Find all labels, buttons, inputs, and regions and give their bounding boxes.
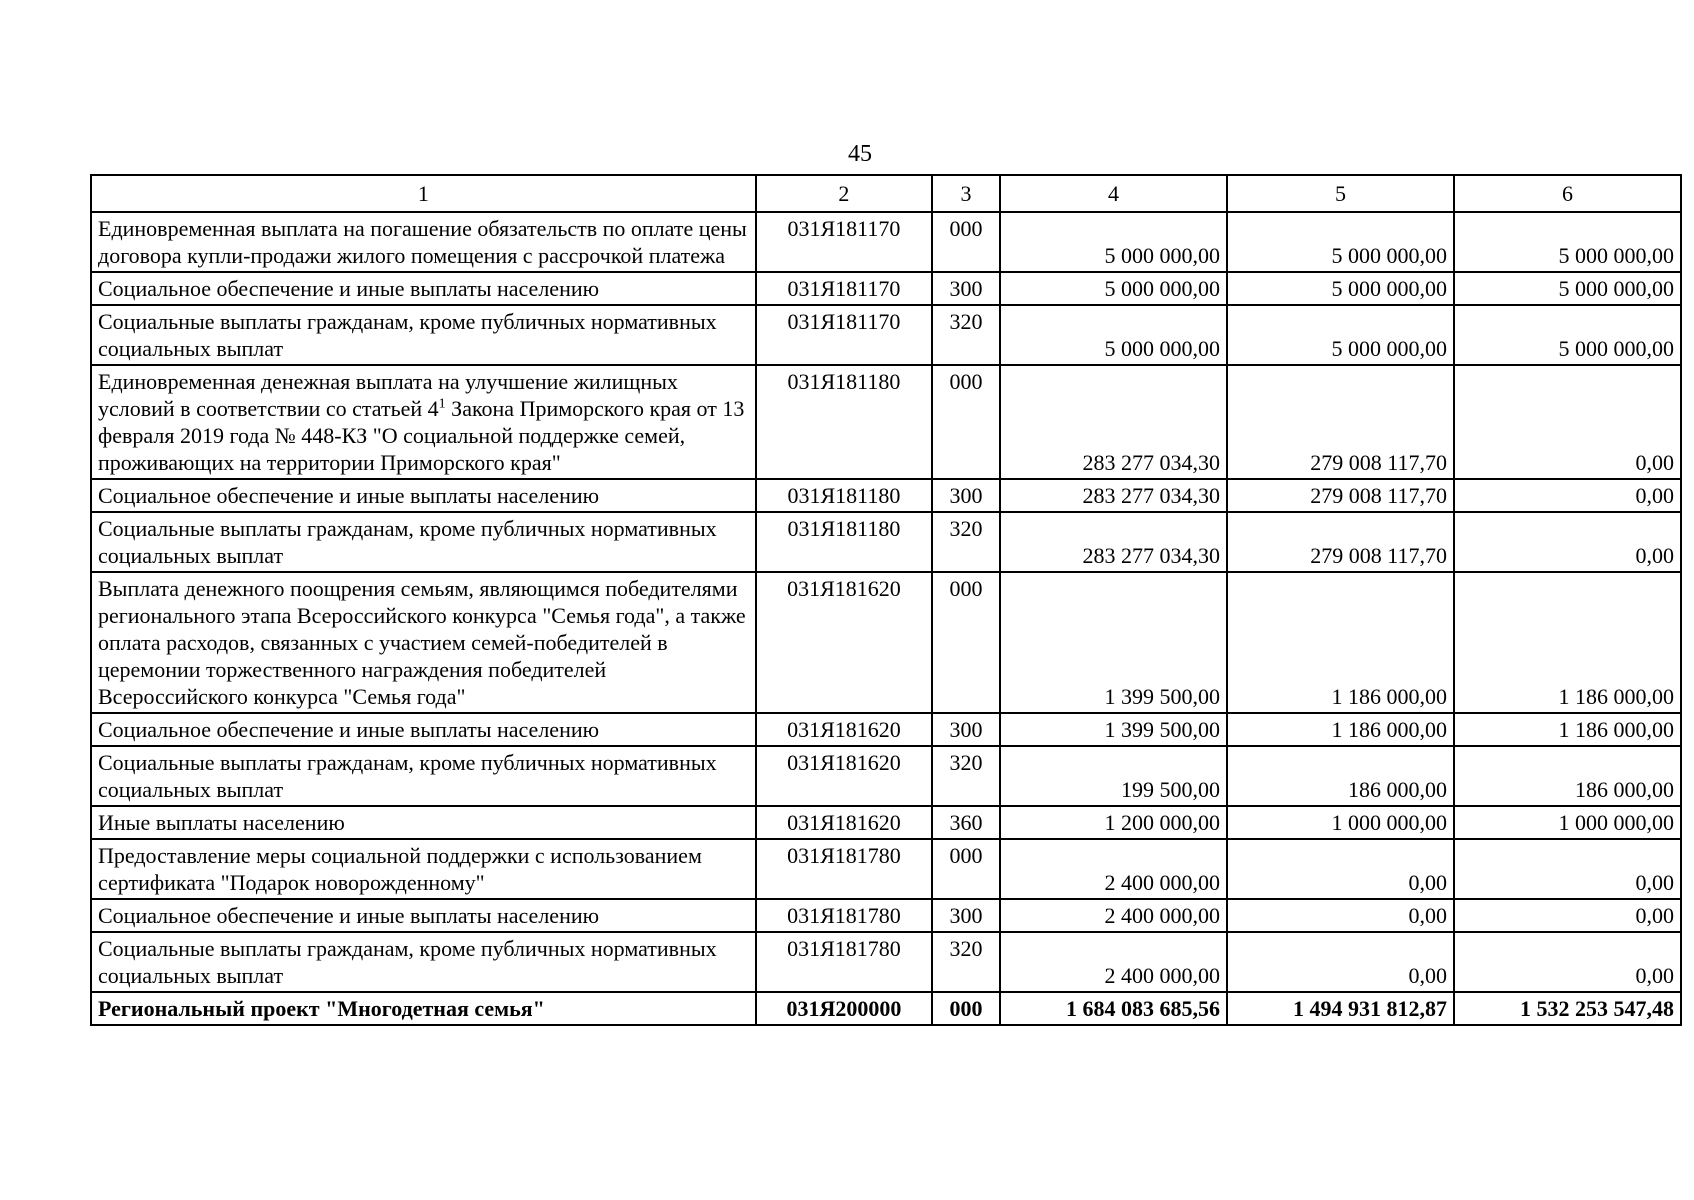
table-row <box>91 212 1681 272</box>
table-row <box>91 572 1681 713</box>
amount-col-4: 1 684 083 685,56 <box>1000 992 1227 1025</box>
table-row <box>91 512 1681 572</box>
amount-col-6: 1 186 000,00 <box>1454 572 1681 713</box>
amount-col-4: 2 400 000,00 <box>1000 899 1227 932</box>
target-article-code: 031Я181170 <box>756 272 932 305</box>
target-article-code: 031Я181620 <box>756 713 932 746</box>
amount-col-4: 1 399 500,00 <box>1000 572 1227 713</box>
amount-col-4: 2 400 000,00 <box>1000 932 1227 992</box>
row-name <box>91 365 756 479</box>
target-article-code: 031Я181170 <box>756 305 932 365</box>
expense-type-code: 320 <box>932 305 1000 365</box>
row-name: Социальное обеспечение и иные выплаты населению <box>91 479 756 512</box>
amount-col-5: 1 000 000,00 <box>1227 806 1454 839</box>
amount-col-4: 199 500,00 <box>1000 746 1227 806</box>
amount-col-5: 279 008 117,70 <box>1227 365 1454 479</box>
amount-col-6: 186 000,00 <box>1454 746 1681 806</box>
table-row <box>91 479 1681 512</box>
amount-col-4: 5 000 000,00 <box>1000 212 1227 272</box>
expense-type-code: 000 <box>932 992 1000 1025</box>
amount-col-6: 5 000 000,00 <box>1454 272 1681 305</box>
expense-type-code: 000 <box>932 365 1000 479</box>
row-name-text-cont: Закона Приморского края от 13 февраля 2019 года № 448-КЗ "О социальной поддержке семей, проживающих на территории Приморского края" <box>98 396 745 475</box>
row-name: Выплата денежного поощрения семьям, являющимся победителями регионального этапа Всероссийского конкурса "Семья года", а также оплата расходов, связанных с участием семей-победителей в церемонии торжественного награждения победителей Всероссийского конкурса "Семья года" <box>91 572 756 713</box>
amount-col-6: 0,00 <box>1454 479 1681 512</box>
amount-col-5: 0,00 <box>1227 932 1454 992</box>
header-row <box>91 175 1681 212</box>
amount-col-4: 283 277 034,30 <box>1000 479 1227 512</box>
expense-type-code: 000 <box>932 572 1000 713</box>
amount-col-5: 0,00 <box>1227 839 1454 899</box>
table-row <box>91 806 1681 839</box>
target-article-code: 031Я181620 <box>756 572 932 713</box>
table-row <box>91 899 1681 932</box>
expense-type-code: 300 <box>932 479 1000 512</box>
row-name: Социальные выплаты гражданам, кроме публичных нормативных социальных выплат <box>91 305 756 365</box>
column-header-5: 5 <box>1227 175 1454 212</box>
amount-col-6: 0,00 <box>1454 932 1681 992</box>
table-row <box>91 932 1681 992</box>
expense-type-code: 300 <box>932 899 1000 932</box>
budget-table <box>90 174 1682 1026</box>
amount-col-4: 2 400 000,00 <box>1000 839 1227 899</box>
target-article-code: 031Я181170 <box>756 212 932 272</box>
amount-col-5: 5 000 000,00 <box>1227 272 1454 305</box>
amount-col-5: 1 186 000,00 <box>1227 572 1454 713</box>
target-article-code: 031Я181620 <box>756 806 932 839</box>
expense-type-code: 300 <box>932 713 1000 746</box>
row-name-text: Единовременная денежная выплата на улучшение жилищных условий в соответствии со статьей 4 <box>98 369 678 421</box>
column-header-3: 3 <box>932 175 1000 212</box>
amount-col-5: 5 000 000,00 <box>1227 305 1454 365</box>
row-name: Иные выплаты населению <box>91 806 756 839</box>
table-row <box>91 365 1681 479</box>
table-row <box>91 272 1681 305</box>
row-name: Социальные выплаты гражданам, кроме публичных нормативных социальных выплат <box>91 512 756 572</box>
column-header-2: 2 <box>756 175 932 212</box>
target-article-code: 031Я181780 <box>756 932 932 992</box>
target-article-code: 031Я181620 <box>756 746 932 806</box>
target-article-code: 031Я200000 <box>756 992 932 1025</box>
superscript: 1 <box>438 396 446 412</box>
amount-col-5: 1 186 000,00 <box>1227 713 1454 746</box>
row-name: Социальное обеспечение и иные выплаты населению <box>91 899 756 932</box>
row-name: Предоставление меры социальной поддержки с использованием сертификата "Подарок новорожденному" <box>91 839 756 899</box>
target-article-code: 031Я181180 <box>756 512 932 572</box>
page-number: 45 <box>848 141 872 167</box>
row-name: Социальные выплаты гражданам, кроме публичных нормативных социальных выплат <box>91 746 756 806</box>
target-article-code: 031Я181780 <box>756 899 932 932</box>
amount-col-6: 1 186 000,00 <box>1454 713 1681 746</box>
amount-col-4: 1 399 500,00 <box>1000 713 1227 746</box>
expense-type-code: 320 <box>932 746 1000 806</box>
table-row <box>91 746 1681 806</box>
column-header-6: 6 <box>1454 175 1681 212</box>
amount-col-5: 186 000,00 <box>1227 746 1454 806</box>
target-article-code: 031Я181780 <box>756 839 932 899</box>
amount-col-5: 1 494 931 812,87 <box>1227 992 1454 1025</box>
table-row-total <box>91 992 1681 1025</box>
row-name: Региональный проект "Многодетная семья" <box>91 992 756 1025</box>
amount-col-5: 0,00 <box>1227 899 1454 932</box>
amount-col-4: 5 000 000,00 <box>1000 272 1227 305</box>
target-article-code: 031Я181180 <box>756 365 932 479</box>
table-row <box>91 713 1681 746</box>
amount-col-4: 283 277 034,30 <box>1000 512 1227 572</box>
expense-type-code: 000 <box>932 839 1000 899</box>
row-name: Социальные выплаты гражданам, кроме публичных нормативных социальных выплат <box>91 932 756 992</box>
amount-col-6: 5 000 000,00 <box>1454 305 1681 365</box>
amount-col-4: 1 200 000,00 <box>1000 806 1227 839</box>
column-header-1: 1 <box>91 175 756 212</box>
expense-type-code: 300 <box>932 272 1000 305</box>
expense-type-code: 360 <box>932 806 1000 839</box>
amount-col-5: 279 008 117,70 <box>1227 479 1454 512</box>
amount-col-5: 5 000 000,00 <box>1227 212 1454 272</box>
amount-col-6: 0,00 <box>1454 512 1681 572</box>
expense-type-code: 000 <box>932 212 1000 272</box>
amount-col-4: 5 000 000,00 <box>1000 305 1227 365</box>
column-header-4: 4 <box>1000 175 1227 212</box>
expense-type-code: 320 <box>932 932 1000 992</box>
amount-col-5: 279 008 117,70 <box>1227 512 1454 572</box>
expense-type-code: 320 <box>932 512 1000 572</box>
table-row <box>91 305 1681 365</box>
amount-col-6: 1 532 253 547,48 <box>1454 992 1681 1025</box>
target-article-code: 031Я181180 <box>756 479 932 512</box>
row-name: Единовременная выплата на погашение обязательств по оплате цены договора купли-продажи жилого помещения с рассрочкой платежа <box>91 212 756 272</box>
amount-col-6: 0,00 <box>1454 365 1681 479</box>
amount-col-6: 0,00 <box>1454 899 1681 932</box>
row-name: Социальное обеспечение и иные выплаты населению <box>91 272 756 305</box>
amount-col-4: 283 277 034,30 <box>1000 365 1227 479</box>
row-name: Социальное обеспечение и иные выплаты населению <box>91 713 756 746</box>
amount-col-6: 1 000 000,00 <box>1454 806 1681 839</box>
table-row <box>91 839 1681 899</box>
amount-col-6: 0,00 <box>1454 839 1681 899</box>
amount-col-6: 5 000 000,00 <box>1454 212 1681 272</box>
